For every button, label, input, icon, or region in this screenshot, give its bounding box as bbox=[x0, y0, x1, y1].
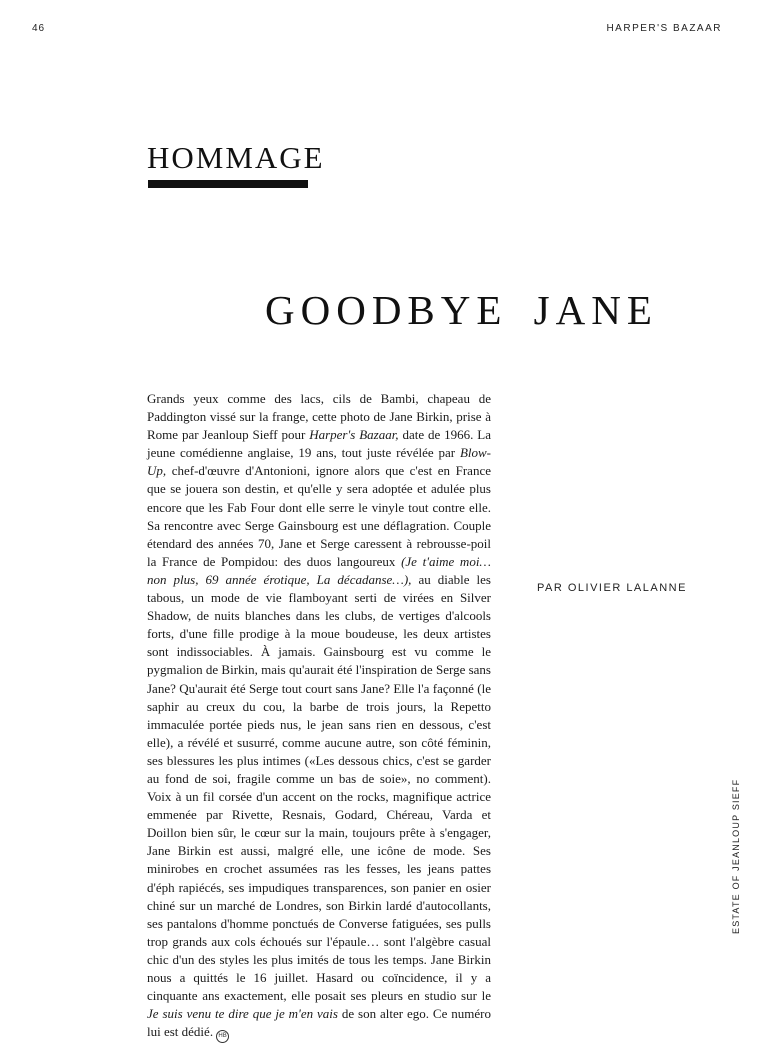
article-italic-song-titles: (Je t'aime moi… non plus, 69 année érotique, La décadanse…), bbox=[147, 553, 491, 587]
headline: GOODBYE JANE bbox=[265, 287, 658, 333]
end-mark-icon: HB bbox=[216, 1030, 229, 1043]
section-divider-bar bbox=[148, 180, 308, 188]
article-text-1: Grands yeux comme des lacs, cils de Bambi, chapeau de Paddington vissé sur la frange, cette photo de Jane Birkin, prise à Rome par Jeanloup Sieff pour bbox=[147, 391, 491, 443]
article-text-2: date de 1966. La jeune comédienne anglaise, 19 ans, tout juste révélée par bbox=[147, 427, 492, 461]
article-text-3: chef-d'œuvre d'Antonioni, ignore alors que c'est en France que se jouera son destin, et qu'elle y sera adoptée et adulée plus encore que les Fab Four dont elle serre le vinyle tout contre elle. Sa rencontre avec Serge Gainsbourg est une déflagration. Couple étendard des années 70, Jane et Serge caressent à rebrousse-poil la France de Pompidou: des duos langoureux bbox=[147, 463, 491, 569]
page-number: 46 bbox=[32, 23, 46, 34]
article-italic-song-title: Je suis venu te dire que je m'en vais bbox=[147, 1006, 338, 1022]
magazine-name: HARPER'S BAZAAR bbox=[606, 23, 722, 34]
article-italic-blow-up: Blow-Up, bbox=[147, 445, 491, 479]
byline: PAR OLIVIER LALANNE bbox=[537, 582, 687, 594]
article-body bbox=[147, 390, 491, 1043]
photo-credit: ESTATE OF JEANLOUP SIEFF bbox=[731, 778, 741, 934]
article-text-4: au diable les tabous, un mode de vie flamboyant serti de virées en Silver Shadow, de nuits blanches dans les clubs, de vertiges d'alcools forts, d'une fille prodige à la moue boudeuse, les deux artistes sont indissociables. À jamais. Gainsbourg est vu comme le pygmalion de Birkin, mais qu'aurait été l'inspiration de Serge sans Jane? Qu'aurait été Serge tout court sans Jane? Elle l'a façonné (le saphir au creux du cou, la barbe de trois jours, la Repetto immaculée portée pieds nus, le jean sans rien en dessous, c'est elle), a révélé et susurré, comme aucune autre, son côté féminin, ses blessures les plus intimes («Les dessous chics, c'est se garder au fond de soi, fragile comme un bas de soie», no comment). Voix à un fil corsée d'un accent on the rocks, magnifique actrice emmenée par Rivette, Resnais, Godard, Chéreau, Varda et Doillon bien sûr, le cœur sur la main, toujours prête à s'engager, Jane Birkin est aussi, malgré elle, une icône de mode. Ses minirobes en crochet assumées ras les fesses, les jeans pattes d'éph rapiécés, ses impudiques transparences, son panier en osier chiné sur un marché de Londres, son Birkin lardé d'autocollants, ses pantalons d'homme ponctués de Converse fatiguées, ses pulls trop grands aux cols échoués sur l'épaule… sont l'algèbre casual chic d'un des styles les plus imités de tous les temps. Jane Birkin nous a quittés le 16 juillet. Hasard ou coïncidence, il y a cinquante ans exactement, elle posait ses pleurs en studio sur le bbox=[147, 571, 491, 1004]
article-italic-harpers-bazaar: Harper's Bazaar, bbox=[309, 427, 399, 443]
article-text-5: de son alter ego. Ce numéro lui est dédié. bbox=[147, 1006, 491, 1040]
section-title: HOMMAGE bbox=[147, 140, 325, 175]
